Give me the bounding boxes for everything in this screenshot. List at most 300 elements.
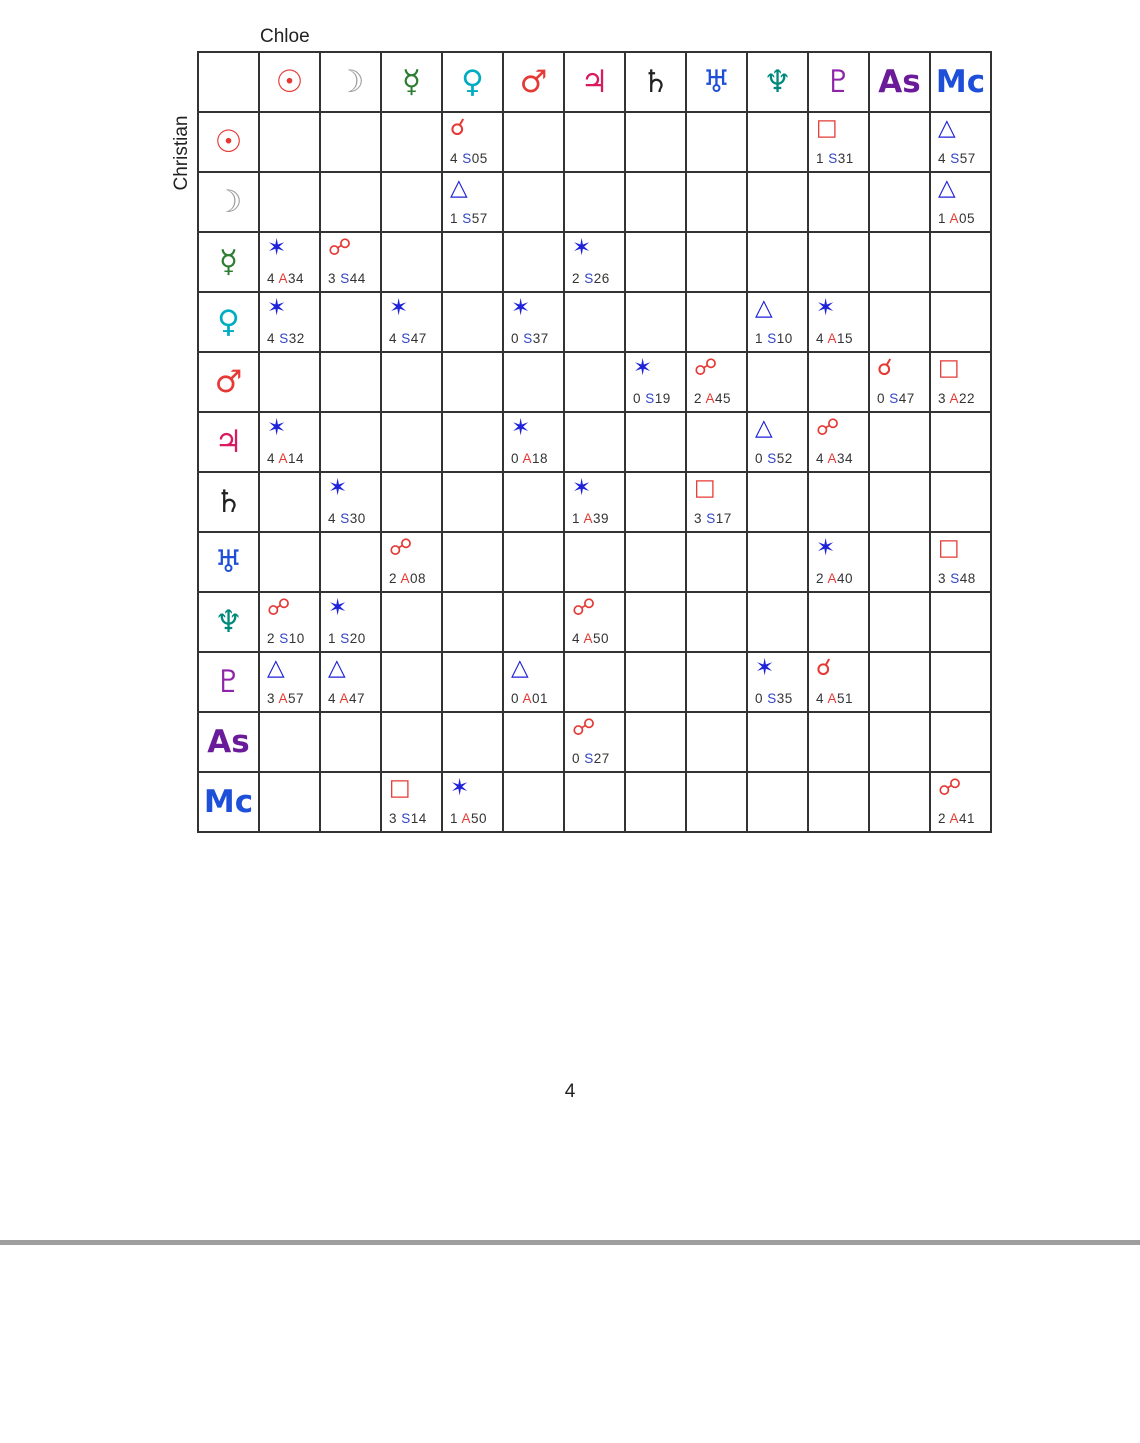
aspect-cell — [381, 772, 442, 832]
orb-minutes: 20 — [349, 631, 366, 646]
mars-icon: ♂ — [214, 363, 243, 400]
sextile-icon: ✶ — [816, 295, 836, 321]
opposition-icon: ☍ — [267, 595, 291, 621]
aspect-cell — [442, 772, 503, 832]
orb-minutes: 19 — [654, 391, 671, 406]
aspect-cell — [869, 352, 930, 412]
aspect-cell — [686, 592, 747, 652]
aspect-orb — [938, 211, 975, 226]
aspect-orb — [572, 751, 610, 766]
grid-corner — [198, 52, 259, 112]
aspect-cell — [320, 712, 381, 772]
orb-minutes: 41 — [959, 811, 976, 826]
square-icon: □ — [694, 475, 716, 501]
orb-type: S — [767, 691, 777, 706]
opposition-icon: ☍ — [389, 535, 413, 561]
aspect-orb — [816, 691, 853, 706]
aspect-cell — [320, 172, 381, 232]
aspect-cell — [442, 232, 503, 292]
aspect-cell — [686, 232, 747, 292]
aspect-cell — [686, 532, 747, 592]
aspect-cell — [808, 412, 869, 472]
conjunction-icon: ☌ — [877, 355, 893, 381]
aspect-orb — [267, 331, 305, 346]
orb-degrees: 0 — [755, 691, 764, 706]
aspect-cell — [381, 652, 442, 712]
aspect-cell — [686, 172, 747, 232]
aspect-cell — [869, 292, 930, 352]
aspect-cell — [259, 412, 320, 472]
orb-degrees: 1 — [572, 511, 581, 526]
aspect-cell — [381, 472, 442, 532]
asc-icon: As — [878, 63, 921, 100]
neptune-icon: ♆ — [214, 603, 243, 640]
orb-type: S — [584, 751, 594, 766]
orb-minutes: 39 — [593, 511, 610, 526]
column-header-moon — [320, 52, 381, 112]
conjunction-icon: ☌ — [816, 655, 832, 681]
column-header-pluto — [808, 52, 869, 112]
orb-type: S — [950, 151, 960, 166]
orb-minutes: 14 — [410, 811, 427, 826]
opposition-icon: ☍ — [938, 775, 962, 801]
orb-degrees: 4 — [267, 451, 276, 466]
mc-icon: Mc — [935, 63, 986, 100]
orb-type: A — [522, 451, 533, 466]
orb-type: A — [278, 691, 289, 706]
sextile-icon: ✶ — [328, 595, 348, 621]
aspect-cell — [259, 292, 320, 352]
column-person-label: Chloe — [260, 26, 310, 47]
aspect-cell — [503, 232, 564, 292]
sextile-icon: ✶ — [328, 475, 348, 501]
opposition-icon: ☍ — [694, 355, 718, 381]
aspect-cell — [747, 352, 808, 412]
aspect-cell — [808, 112, 869, 172]
orb-degrees: 2 — [572, 271, 581, 286]
aspect-cell — [747, 592, 808, 652]
aspect-grid — [197, 51, 992, 833]
mc-icon: Mc — [203, 783, 254, 820]
aspect-cell — [442, 592, 503, 652]
sun-icon: ☉ — [214, 123, 243, 160]
orb-degrees: 2 — [816, 571, 825, 586]
orb-degrees: 3 — [267, 691, 276, 706]
orb-degrees: 0 — [511, 331, 520, 346]
aspect-cell — [381, 112, 442, 172]
column-header-asc — [869, 52, 930, 112]
aspect-orb — [816, 571, 853, 586]
orb-degrees: 4 — [328, 691, 337, 706]
aspect-orb — [816, 451, 853, 466]
aspect-cell — [869, 412, 930, 472]
mars-icon: ♂ — [519, 63, 548, 100]
aspect-orb — [938, 391, 975, 406]
aspect-orb — [389, 331, 427, 346]
orb-type: A — [827, 331, 838, 346]
aspect-cell — [503, 472, 564, 532]
aspect-cell — [564, 532, 625, 592]
column-header-mc — [930, 52, 991, 112]
orb-degrees: 1 — [816, 151, 825, 166]
aspect-cell — [259, 112, 320, 172]
aspect-orb — [389, 811, 427, 826]
sextile-icon: ✶ — [511, 295, 531, 321]
moon-icon: ☽ — [336, 63, 365, 100]
orb-minutes: 30 — [349, 511, 366, 526]
aspect-cell — [320, 292, 381, 352]
aspect-cell — [442, 412, 503, 472]
aspect-cell — [686, 112, 747, 172]
aspect-cell — [808, 712, 869, 772]
orb-degrees: 3 — [938, 391, 947, 406]
orb-minutes: 10 — [288, 631, 305, 646]
aspect-cell — [503, 772, 564, 832]
orb-degrees: 2 — [938, 811, 947, 826]
orb-type: A — [461, 811, 472, 826]
trine-icon: △ — [511, 655, 529, 681]
column-header-mercury — [381, 52, 442, 112]
orb-degrees: 1 — [450, 811, 459, 826]
asc-icon: As — [207, 723, 250, 760]
orb-degrees: 3 — [694, 511, 703, 526]
aspect-orb — [267, 691, 304, 706]
aspect-cell — [808, 592, 869, 652]
aspect-cell — [869, 652, 930, 712]
aspect-orb — [328, 271, 366, 286]
uranus-icon: ♅ — [214, 543, 243, 580]
orb-minutes: 22 — [959, 391, 976, 406]
trine-icon: △ — [938, 115, 956, 141]
aspect-orb — [755, 451, 793, 466]
sextile-icon: ✶ — [816, 535, 836, 561]
aspect-cell — [747, 172, 808, 232]
orb-degrees: 0 — [633, 391, 642, 406]
orb-type: S — [340, 631, 350, 646]
orb-type: A — [949, 211, 960, 226]
column-header-uranus — [686, 52, 747, 112]
aspect-cell — [869, 532, 930, 592]
orb-degrees: 1 — [755, 331, 764, 346]
sextile-icon: ✶ — [450, 775, 470, 801]
orb-minutes: 37 — [532, 331, 549, 346]
aspect-cell — [869, 112, 930, 172]
orb-type: S — [889, 391, 899, 406]
aspect-orb — [572, 511, 609, 526]
aspect-orb — [816, 151, 854, 166]
row-header-mars — [198, 352, 259, 412]
aspect-cell — [625, 652, 686, 712]
aspect-cell — [808, 652, 869, 712]
orb-minutes: 45 — [715, 391, 732, 406]
aspect-cell — [503, 652, 564, 712]
orb-minutes: 35 — [776, 691, 793, 706]
orb-type: S — [828, 151, 838, 166]
orb-minutes: 18 — [532, 451, 549, 466]
orb-type: S — [462, 211, 472, 226]
trine-icon: △ — [450, 175, 468, 201]
trine-icon: △ — [328, 655, 346, 681]
orb-type: S — [523, 331, 533, 346]
neptune-icon: ♆ — [763, 63, 792, 100]
aspect-cell — [259, 472, 320, 532]
orb-degrees: 1 — [938, 211, 947, 226]
page-number: 4 — [564, 1081, 576, 1102]
orb-degrees: 0 — [511, 451, 520, 466]
opposition-icon: ☍ — [816, 415, 840, 441]
aspect-cell — [564, 592, 625, 652]
moon-icon: ☽ — [214, 183, 243, 220]
column-header-venus — [442, 52, 503, 112]
aspect-cell — [930, 412, 991, 472]
orb-type: A — [583, 511, 594, 526]
trine-icon: △ — [755, 295, 773, 321]
orb-minutes: 48 — [959, 571, 976, 586]
orb-minutes: 08 — [410, 571, 427, 586]
orb-degrees: 3 — [328, 271, 337, 286]
aspect-cell — [503, 592, 564, 652]
orb-minutes: 57 — [471, 211, 488, 226]
square-icon: □ — [938, 355, 960, 381]
aspect-orb — [450, 151, 488, 166]
orb-minutes: 27 — [593, 751, 610, 766]
row-header-pluto — [198, 652, 259, 712]
uranus-icon: ♅ — [702, 63, 731, 100]
orb-minutes: 15 — [837, 331, 854, 346]
aspect-cell — [625, 772, 686, 832]
aspect-cell — [747, 532, 808, 592]
aspect-cell — [381, 592, 442, 652]
aspect-cell — [564, 652, 625, 712]
orb-type: A — [827, 691, 838, 706]
orb-degrees: 4 — [450, 151, 459, 166]
column-header-sun — [259, 52, 320, 112]
aspect-cell — [930, 292, 991, 352]
aspect-cell — [686, 712, 747, 772]
aspect-cell — [259, 352, 320, 412]
aspect-cell — [747, 412, 808, 472]
aspect-cell — [930, 652, 991, 712]
aspect-cell — [503, 412, 564, 472]
row-header-sun — [198, 112, 259, 172]
orb-type: A — [278, 271, 289, 286]
orb-degrees: 3 — [389, 811, 398, 826]
orb-type: A — [827, 451, 838, 466]
sextile-icon: ✶ — [572, 235, 592, 261]
row-header-moon — [198, 172, 259, 232]
aspect-cell — [442, 352, 503, 412]
aspect-orb — [572, 271, 610, 286]
orb-minutes: 52 — [776, 451, 793, 466]
orb-minutes: 26 — [593, 271, 610, 286]
aspect-cell — [320, 772, 381, 832]
orb-minutes: 05 — [959, 211, 976, 226]
aspect-cell — [381, 412, 442, 472]
orb-type: A — [339, 691, 350, 706]
aspect-cell — [320, 412, 381, 472]
aspect-cell — [930, 352, 991, 412]
orb-minutes: 32 — [288, 331, 305, 346]
aspect-orb — [633, 391, 671, 406]
orb-minutes: 50 — [471, 811, 488, 826]
orb-degrees: 0 — [877, 391, 886, 406]
orb-type: S — [462, 151, 472, 166]
aspect-orb — [755, 691, 793, 706]
orb-minutes: 14 — [288, 451, 305, 466]
aspect-cell — [747, 112, 808, 172]
aspect-cell — [686, 352, 747, 412]
aspect-orb — [572, 631, 609, 646]
aspect-cell — [869, 712, 930, 772]
saturn-icon: ♄ — [214, 483, 243, 520]
aspect-orb — [450, 211, 488, 226]
aspect-cell — [625, 292, 686, 352]
orb-degrees: 4 — [328, 511, 337, 526]
orb-type: A — [522, 691, 533, 706]
orb-degrees: 0 — [572, 751, 581, 766]
orb-type: A — [949, 391, 960, 406]
row-header-mercury — [198, 232, 259, 292]
aspect-cell — [442, 652, 503, 712]
aspect-cell — [442, 292, 503, 352]
aspect-cell — [747, 772, 808, 832]
orb-degrees: 4 — [572, 631, 581, 646]
aspect-cell — [747, 472, 808, 532]
orb-degrees: 0 — [755, 451, 764, 466]
orb-type: S — [401, 331, 411, 346]
orb-type: S — [401, 811, 411, 826]
aspect-cell — [869, 472, 930, 532]
aspect-orb — [267, 271, 304, 286]
orb-degrees: 4 — [267, 331, 276, 346]
aspect-cell — [503, 172, 564, 232]
orb-type: S — [645, 391, 655, 406]
sextile-icon: ✶ — [633, 355, 653, 381]
aspect-cell — [747, 232, 808, 292]
aspect-cell — [930, 712, 991, 772]
aspect-cell — [442, 712, 503, 772]
aspect-cell — [625, 112, 686, 172]
aspect-orb — [511, 691, 548, 706]
orb-type: S — [767, 451, 777, 466]
row-header-uranus — [198, 532, 259, 592]
aspect-cell — [259, 592, 320, 652]
aspect-cell — [564, 412, 625, 472]
aspect-cell — [564, 712, 625, 772]
sextile-icon: ✶ — [755, 655, 775, 681]
orb-minutes: 47 — [898, 391, 915, 406]
orb-degrees: 4 — [389, 331, 398, 346]
orb-type: S — [706, 511, 716, 526]
orb-minutes: 44 — [349, 271, 366, 286]
orb-type: S — [340, 271, 350, 286]
aspect-cell — [442, 532, 503, 592]
aspect-cell — [320, 352, 381, 412]
row-header-venus — [198, 292, 259, 352]
aspect-cell — [320, 112, 381, 172]
square-icon: □ — [389, 775, 411, 801]
aspect-cell — [442, 112, 503, 172]
aspect-cell — [808, 232, 869, 292]
opposition-icon: ☍ — [572, 715, 596, 741]
aspect-orb — [755, 331, 793, 346]
aspect-cell — [625, 172, 686, 232]
aspect-cell — [381, 352, 442, 412]
aspect-orb — [511, 451, 548, 466]
row-header-jupiter — [198, 412, 259, 472]
aspect-cell — [869, 232, 930, 292]
row-header-mc — [198, 772, 259, 832]
orb-type: A — [705, 391, 716, 406]
row-person-label: Christian — [171, 115, 192, 191]
aspect-cell — [869, 772, 930, 832]
aspect-orb — [267, 451, 304, 466]
orb-degrees: 4 — [816, 691, 825, 706]
aspect-cell — [625, 232, 686, 292]
column-header-mars — [503, 52, 564, 112]
aspect-orb — [328, 631, 366, 646]
orb-type: A — [583, 631, 594, 646]
aspect-cell — [381, 232, 442, 292]
row-header-saturn — [198, 472, 259, 532]
aspect-cell — [381, 712, 442, 772]
aspect-cell — [442, 172, 503, 232]
aspect-cell — [808, 292, 869, 352]
saturn-icon: ♄ — [641, 63, 670, 100]
aspect-orb — [450, 811, 487, 826]
aspect-cell — [320, 232, 381, 292]
aspect-cell — [259, 532, 320, 592]
orb-minutes: 17 — [715, 511, 732, 526]
sextile-icon: ✶ — [267, 295, 287, 321]
opposition-icon: ☍ — [572, 595, 596, 621]
orb-degrees: 2 — [694, 391, 703, 406]
orb-degrees: 4 — [816, 331, 825, 346]
orb-type: A — [400, 571, 411, 586]
page-divider — [0, 1240, 1140, 1245]
sextile-icon: ✶ — [267, 235, 287, 261]
aspect-cell — [808, 172, 869, 232]
trine-icon: △ — [938, 175, 956, 201]
aspect-cell — [930, 472, 991, 532]
aspect-cell — [503, 712, 564, 772]
opposition-icon: ☍ — [328, 235, 352, 261]
aspect-cell — [564, 112, 625, 172]
aspect-orb — [511, 331, 549, 346]
orb-degrees: 1 — [450, 211, 459, 226]
aspect-orb — [267, 631, 305, 646]
aspect-cell — [259, 172, 320, 232]
aspect-cell — [625, 412, 686, 472]
orb-degrees: 2 — [267, 631, 276, 646]
aspect-cell — [869, 172, 930, 232]
sextile-icon: ✶ — [572, 475, 592, 501]
aspect-orb — [938, 571, 976, 586]
orb-type: S — [279, 631, 289, 646]
jupiter-icon: ♃ — [580, 63, 609, 100]
aspect-cell — [686, 292, 747, 352]
orb-degrees: 0 — [511, 691, 520, 706]
aspect-cell — [686, 652, 747, 712]
column-header-saturn — [625, 52, 686, 112]
aspect-cell — [381, 532, 442, 592]
orb-minutes: 57 — [959, 151, 976, 166]
aspect-cell — [808, 532, 869, 592]
aspect-orb — [328, 691, 365, 706]
aspect-cell — [625, 472, 686, 532]
orb-degrees: 3 — [938, 571, 947, 586]
aspect-cell — [259, 712, 320, 772]
